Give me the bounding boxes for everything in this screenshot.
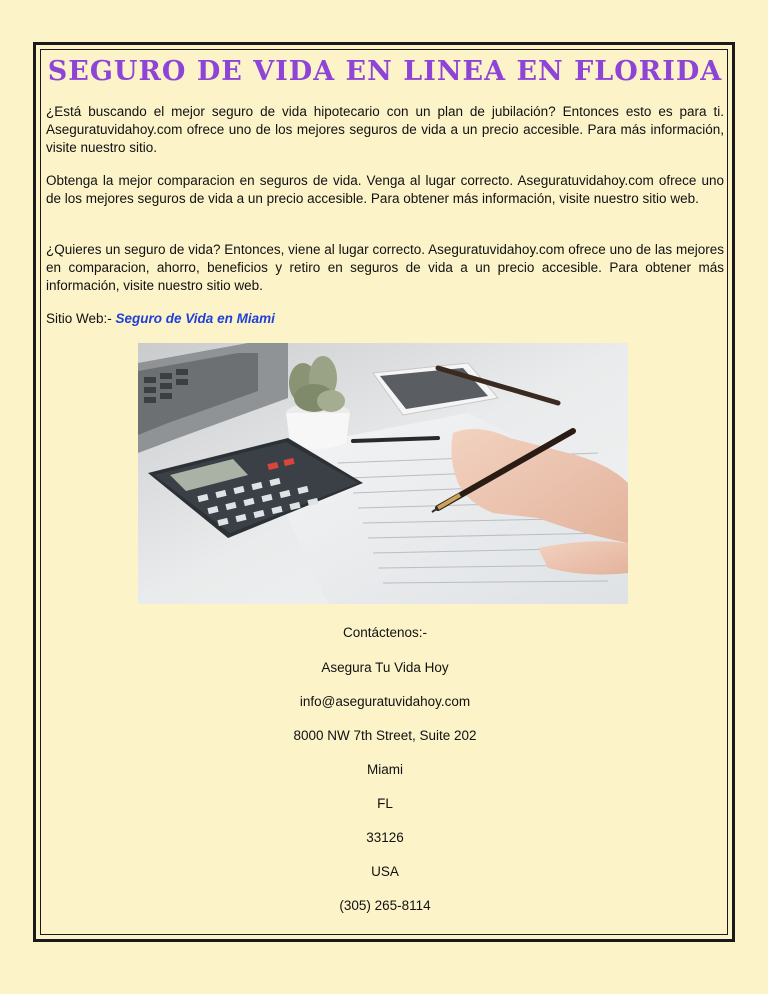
contact-zip: 33126 [366,830,404,845]
contact-company: Asegura Tu Vida Hoy [321,660,449,675]
contact-heading: Contáctenos:- [342,625,428,640]
paragraph-2: Obtenga la mejor comparacion en seguros de vida. Venga al lugar correcto. Aseguratuvidahoy.com ofrece uno de los mejores seguros de vida a un precio accesible. Para obtener más información, visite nuestro sitio web. [46,173,724,206]
paragraph-1: ¿Está buscando el mejor seguro de vida hipotecario con un plan de jubilación? Entonces esto es para ti. Aseguratuvidahoy.com ofrece uno de los mejores seguros de vida a un precio accesible. Para más información, visite nuestro sitio. [46,104,724,155]
paragraph-3: ¿Quieres un seguro de vida? Entonces, viene al lugar correcto. Aseguratuvidahoy.com ofrece uno de las mejores en comparacion, ahorro, beneficios y retiro en seguros de vida a un precio accesible. Para obtener más información, visite nuestro sitio web. [46,242,724,293]
contact-email[interactable]: info@aseguratuvidahoy.com [299,694,471,709]
contact-city: Miami [367,762,403,777]
contact-country: USA [371,864,399,879]
contact-phone[interactable]: (305) 265-8114 [339,898,431,913]
website-line [46,311,275,326]
website-link[interactable]: Seguro de Vida en Miami [115,311,275,326]
page-title: SEGURO DE VIDA EN LINEA EN FLORIDA [47,56,723,87]
insurance-photo [138,343,628,604]
contact-state: FL [377,796,393,811]
website-label: Sitio Web:- [46,311,112,326]
contact-street: 8000 NW 7th Street, Suite 202 [293,728,477,743]
